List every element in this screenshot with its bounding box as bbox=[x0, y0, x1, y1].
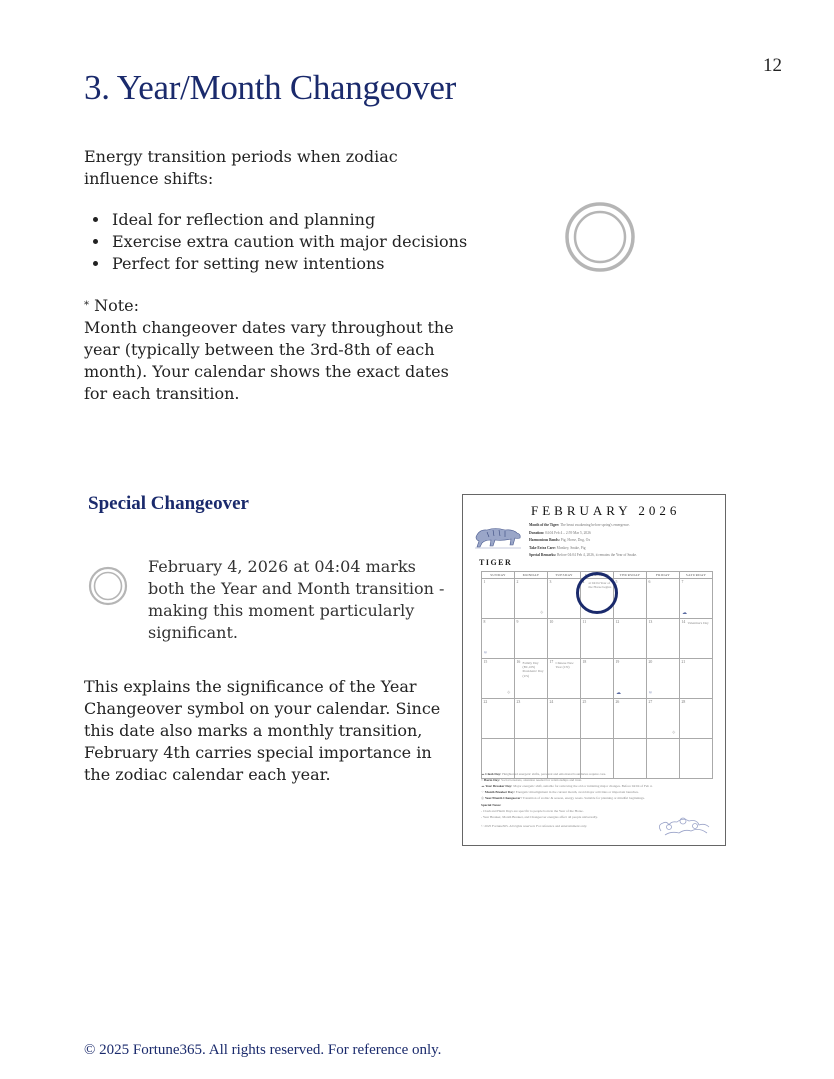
day-number: 10 bbox=[549, 620, 554, 624]
list-item: • Ideal for reflection and planning bbox=[110, 209, 490, 231]
legend-item: ☁ Year Breaker Day: Major energetic shift, suitable for removing the old or initiating major changes. Before 04:04 of Feb 4. bbox=[481, 784, 653, 788]
day-number: 13 bbox=[648, 620, 653, 624]
month-breaker-icon: ⁘ bbox=[671, 731, 676, 736]
calendar-day bbox=[581, 659, 614, 699]
day-number: 23 bbox=[516, 700, 521, 704]
section-heading: Special Changeover bbox=[88, 493, 249, 514]
day-number: 2 bbox=[516, 580, 519, 584]
changeover-symbol-icon bbox=[564, 201, 636, 273]
calendar-copyright: © 2025 Fortune365. All rights reserved. For reference and entertainment only. bbox=[481, 824, 588, 828]
calendar-week bbox=[482, 659, 713, 699]
intro-text: Energy transition periods when zodiac influence shifts: bbox=[84, 147, 398, 188]
month-breaker-icon: ⁘ bbox=[506, 691, 511, 696]
calendar-day bbox=[548, 619, 581, 659]
day-marker-icon: ☁ bbox=[616, 691, 621, 696]
day-number: 25 bbox=[582, 700, 587, 704]
note-heading bbox=[84, 295, 139, 317]
calendar-day bbox=[614, 619, 647, 659]
note-label: Note: bbox=[94, 296, 140, 315]
calendar-day bbox=[647, 619, 680, 659]
calendar-day bbox=[581, 699, 614, 739]
calendar-day bbox=[548, 699, 581, 739]
calendar-day bbox=[482, 619, 515, 659]
info-line: Take Extra Care: Monkey, Snake, Pig bbox=[529, 545, 586, 550]
highlight-circle bbox=[576, 572, 618, 614]
info-line: Month of the Tiger: The beast awakening before spring's emergence. bbox=[529, 523, 630, 527]
calendar-day bbox=[548, 659, 581, 699]
weekday-header: MONDAY bbox=[515, 572, 548, 579]
day-number: 4 bbox=[582, 580, 585, 584]
day-number: 20 bbox=[648, 660, 653, 664]
day-number: 3 bbox=[549, 580, 552, 584]
calendar-day bbox=[614, 659, 647, 699]
weekday-header: FRIDAY bbox=[647, 572, 680, 579]
day-number: 11 bbox=[582, 620, 587, 624]
day-number: 15 bbox=[483, 660, 488, 664]
zodiac-animal-label: TIGER bbox=[479, 558, 513, 567]
list-item: • Perfect for setting new intentions bbox=[110, 253, 490, 275]
calendar-day bbox=[680, 579, 713, 619]
list-item: • Exercise extra caution with major decisions bbox=[110, 231, 490, 253]
calendar-day bbox=[680, 659, 713, 699]
calendar-week bbox=[482, 619, 713, 659]
day-number: 6 bbox=[648, 580, 651, 584]
calendar-day bbox=[680, 619, 713, 659]
day-number: 1 bbox=[483, 580, 486, 584]
calendar-thumbnail bbox=[462, 494, 726, 846]
page-number: 12 bbox=[763, 55, 782, 76]
benefits-list bbox=[88, 209, 490, 275]
day-number: 14 bbox=[681, 620, 686, 624]
calendar-day bbox=[647, 699, 680, 739]
info-line: Duration: 04:04 Feb 4 – 2:59 Mar 5, 2026 bbox=[529, 530, 591, 535]
legend-item: ⁘ Month Breaker Day: Energetic misalignment in the current month, avoid major activities or important launches. bbox=[481, 790, 639, 794]
day-number: 12 bbox=[615, 620, 620, 624]
day-number: 26 bbox=[615, 700, 620, 704]
weekday-header: SUNDAY bbox=[482, 572, 515, 579]
legend-item: ☁ Clash Day: Heightened energetic shifts, personal and emotional boundaries require care. bbox=[481, 772, 607, 776]
day-number: 9 bbox=[516, 620, 519, 624]
day-number: 17 bbox=[549, 660, 554, 664]
day-number: 18 bbox=[582, 660, 587, 664]
day-number: 16 bbox=[516, 660, 521, 664]
day-marker-icon: ≈ bbox=[484, 651, 487, 656]
month-info bbox=[529, 522, 719, 560]
special-notes-label: Special Notes: bbox=[481, 803, 502, 807]
info-line: Special Remarks: Before 04:04 Feb 4, 2026, it remains the Year of Snake. bbox=[529, 553, 638, 557]
note-asterisk: * bbox=[84, 300, 89, 311]
day-number: 21 bbox=[681, 660, 686, 664]
tiger-illustration-icon bbox=[473, 521, 523, 551]
day-event: Chinese New Year (CN) bbox=[555, 661, 574, 670]
calendar-day bbox=[614, 579, 647, 619]
day-event: Family Day (BC,ON) Presidents' Day (US) bbox=[522, 661, 544, 678]
weekday-header: SATURDAY bbox=[680, 572, 713, 579]
day-number: 5 bbox=[615, 580, 618, 584]
cloud-ornament-icon bbox=[653, 809, 713, 839]
weekday-header: THURSDAY bbox=[614, 572, 647, 579]
calendar-day bbox=[647, 579, 680, 619]
day-number: 19 bbox=[615, 660, 620, 664]
calendar-day bbox=[482, 699, 515, 739]
calendar-week bbox=[482, 699, 713, 739]
day-marker-icon: ☁ bbox=[682, 611, 687, 616]
calendar-title: FEBRUARY 2026 bbox=[531, 503, 681, 518]
explanation-text: This explains the significance of the Year Changeover symbol on your calendar. Since this date also marks a monthly transition, February 4th carries special importance in the zodiac calendar each year. bbox=[84, 677, 441, 784]
special-changeover-text: February 4, 2026 at 04:04 marks both the Year and Month transition - making this moment particularly significant. bbox=[148, 557, 445, 642]
day-event: at 04:04 Year of the Horse begins bbox=[588, 581, 612, 590]
calendar-day bbox=[515, 699, 548, 739]
legend-item: ◎ Year/Month Changeover: Transition of zodiac & season, energy resets. Suitable for planning or mindful beginnings. bbox=[481, 796, 645, 800]
special-note: - Year Breaker, Month Breaker, and Changeover energies affect all people universally. bbox=[481, 815, 598, 819]
page-footer: © 2025 Fortune365. All rights reserved. For reference only. bbox=[84, 1042, 442, 1058]
note-text: Month changeover dates vary throughout the year (typically between the 3rd-8th of each month). Your calendar shows the exact dates for each transition. bbox=[84, 318, 454, 403]
day-number: 22 bbox=[483, 700, 488, 704]
month-breaker-icon: ⁘ bbox=[539, 611, 544, 616]
calendar-day bbox=[515, 579, 548, 619]
day-number: 27 bbox=[648, 700, 653, 704]
calendar-day bbox=[548, 579, 581, 619]
weekday-header: WEDNESDAY bbox=[581, 572, 614, 579]
calendar-day bbox=[482, 659, 515, 699]
day-event: Valentine's Day bbox=[687, 621, 709, 625]
changeover-symbol-icon bbox=[88, 566, 128, 606]
day-number: 24 bbox=[549, 700, 554, 704]
calendar-day bbox=[647, 659, 680, 699]
page-title: 3. Year/Month Changeover bbox=[84, 68, 456, 107]
calendar-day bbox=[614, 699, 647, 739]
weekday-header: TUESDAY bbox=[548, 572, 581, 579]
calendar-day bbox=[515, 659, 548, 699]
special-note: - Clash and Harm Days are specific to people born in the Year of the Horse. bbox=[481, 809, 584, 813]
calendar-day bbox=[482, 579, 515, 619]
calendar-day bbox=[581, 619, 614, 659]
day-number: 8 bbox=[483, 620, 486, 624]
day-number: 28 bbox=[681, 700, 686, 704]
legend-item: ≈ Harm Day: Social tensions, attention needed for relationships and trust. bbox=[481, 778, 582, 782]
calendar-day bbox=[680, 699, 713, 739]
day-marker-icon: ≈ bbox=[649, 691, 652, 696]
info-line: Harmonious Bonds: Pig, Horse, Dog, Ox bbox=[529, 538, 591, 542]
calendar-day bbox=[515, 619, 548, 659]
day-number: 7 bbox=[681, 580, 684, 584]
